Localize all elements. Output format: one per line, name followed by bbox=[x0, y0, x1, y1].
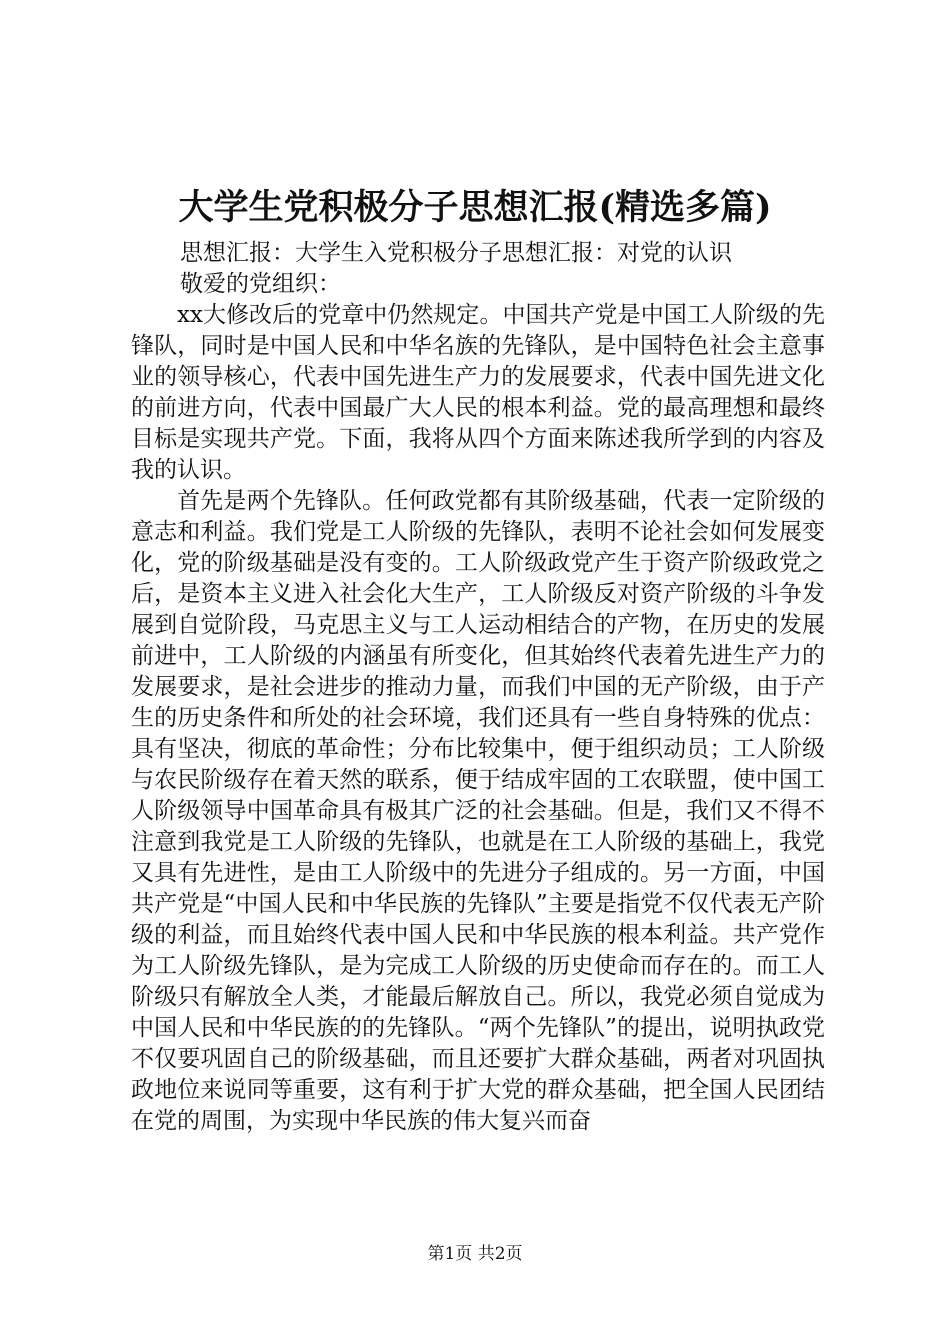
document-subtitle: 思想汇报：大学生入党积极分子思想汇报：对党的认识 bbox=[180, 240, 732, 266]
page-title: 大学生党积极分子思想汇报(精选多篇) bbox=[178, 187, 772, 228]
body-paragraph: xx大修改后的党章中仍然规定。中国共产党是中国工人阶级的先锋队，同时是中国人民和中华名族的先锋队，是中国特色社会主意事业的领导核心，代表中国先进生产力的发展要求，代表中国先进文化的前进方向，代表中国最广大人民的根本利益。党的最高理想和最终目标是实现共产党。下面，我将从四个方面来陈述我所学到的内容及我的认识。 bbox=[131, 302, 825, 483]
salutation: 敬爱的党组织： bbox=[180, 271, 341, 297]
document-body bbox=[131, 300, 825, 1137]
page-number-footer: 第1页 共2页 bbox=[427, 1244, 523, 1264]
body-paragraph: 首先是两个先锋队。任何政党都有其阶级基础，代表一定阶级的意志和利益。我们党是工人阶级的先锋队，表明不论社会如何发展变化，党的阶级基础是没有变的。工人阶级政党产生于资产阶级政党之后，是资本主义进入社会化大生产，工人阶级反对资产阶级的斗争发展到自觉阶段，马克思主义与工人运动相结合的产物，在历史的发展前进中，工人阶级的内涵虽有所变化，但其始终代表着先进生产力的发展要求，是社会进步的推动力量，而我们中国的无产阶级，由于产生的历史条件和所处的社会环境，我们还具有一些自身特殊的优点：具有坚决，彻底的革命性；分布比较集中，便于组织动员；工人阶级与农民阶级存在着天然的联系，便于结成牢固的工农联盟，使中国工人阶级领导中国革命具有极其广泛的社会基础。但是，我们又不得不注意到我党是工人阶级的先锋队，也就是在工人阶级的基础上，我党又具有先进性，是由工人阶级中的先进分子组成的。另一方面，中国共产党是“中国人民和中华民族的先锋队”主要是指党不仅代表无产阶级的利益，而且始终代表中国人民和中华民族的根本利益。共产党作为工人阶级先锋队，是为完成工人阶级的历史使命而存在的。而工人阶级只有解放全人类，才能最后解放自己。所以，我党必须自觉成为中国人民和中华民族的的先锋队。“两个先锋队”的提出，说明执政党不仅要巩固自己的阶级基础，而且还要扩大群众基础，两者对巩固执政地位来说同等重要，这有利于扩大党的群众基础，把全国人民团结在党的周围，为实现中华民族的伟大复兴而奋 bbox=[131, 488, 825, 1134]
